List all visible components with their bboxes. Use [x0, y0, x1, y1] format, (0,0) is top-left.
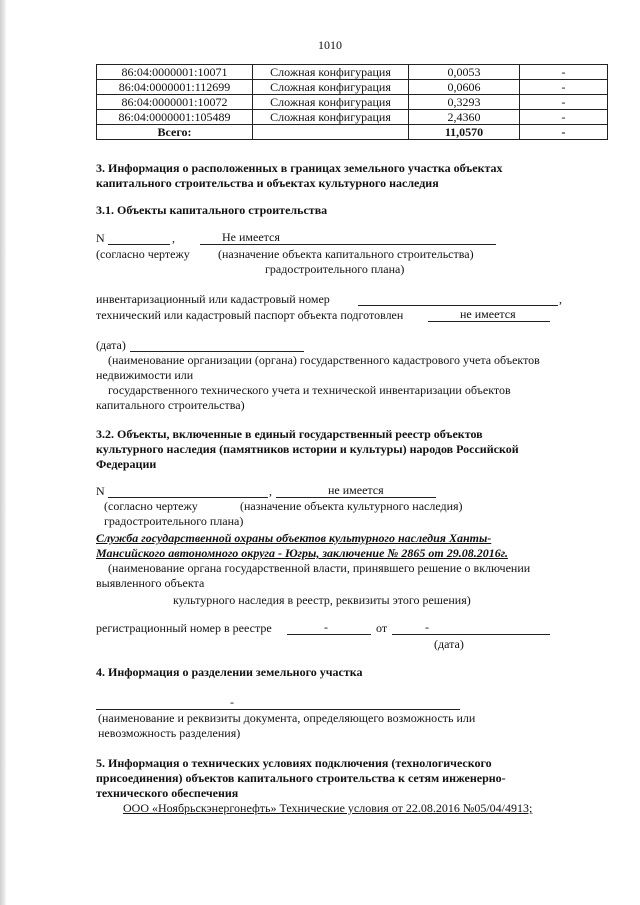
- area-cell: 11,0570: [409, 125, 520, 140]
- note-cell: -: [520, 110, 608, 125]
- note-cell: -: [520, 125, 608, 140]
- registry-date-underline: [392, 634, 550, 635]
- section-3-heading-line-2: капитального строительства и объектах культурного наследия: [96, 176, 439, 190]
- purpose-underline: [200, 244, 496, 245]
- section-3-1-heading: 3.1. Объекты капитального строительства: [96, 203, 328, 217]
- cadastral-number-cell: 86:04:0000001:112699: [97, 80, 253, 95]
- configuration-cell: [253, 125, 409, 140]
- section-3-heading-line-1: 3. Информация о расположенных в границах земельного участка объектах: [96, 161, 503, 175]
- passport-label: технический или кадастровый паспорт объекта подготовлен: [96, 308, 404, 322]
- area-cell: 0,0606: [409, 80, 520, 95]
- table-row: [97, 80, 608, 95]
- registry-date-hint: (дата): [434, 637, 464, 651]
- registry-org-line-2: недвижимости или: [96, 368, 194, 382]
- scan-edge: [0, 0, 6, 905]
- authority-desc-line-3: культурного наследия в реестр, реквизиты этого решения): [173, 593, 471, 607]
- technical-conditions-value: ООО «Ноябрьскэнергонефть» Технические условия от 22.08.2016 №05/04/4913;: [123, 801, 533, 815]
- configuration-cell: Сложная конфигурация: [253, 110, 409, 125]
- table-row: [97, 110, 608, 125]
- section-5-heading-line-1: 5. Информация о технических условиях подключения (технологического: [96, 756, 492, 770]
- page-number: 1010: [318, 38, 342, 52]
- configuration-cell: Сложная конфигурация: [253, 80, 409, 95]
- authority-line-2: Мансийского автономного округа - Югры, заключение № 2865 от 29.08.2016г.: [96, 546, 509, 560]
- date-underline: [130, 351, 304, 352]
- section-5-heading-line-3: технического обеспечения: [96, 786, 239, 800]
- configuration-cell: Сложная конфигурация: [253, 95, 409, 110]
- cadastral-number-cell: 86:04:0000001:10071: [97, 65, 253, 80]
- heritage-purpose-hint: (назначение объекта культурного наследия): [240, 499, 463, 513]
- comma: ,: [172, 231, 175, 245]
- section-3-2-heading-line-2: культурного наследия (памятников истории и культуры) народов Российской: [96, 442, 519, 456]
- heritage-purpose-underline: [276, 497, 436, 498]
- heritage-n-label: N: [96, 484, 105, 498]
- capital-object-value: Не имеется: [222, 230, 280, 244]
- registry-org-line-3: государственного технического учета и технической инвентаризации объектов: [108, 383, 511, 397]
- from-label: от: [376, 621, 388, 635]
- section-3-2-heading-line-3: Федерации: [96, 457, 157, 471]
- inventory-comma: ,: [559, 292, 562, 306]
- n-label: N: [96, 231, 105, 245]
- table-row: [97, 95, 608, 110]
- authority-line-1: Служба государственной охраны объектов культурного наследия Ханты-: [96, 531, 492, 545]
- cadastral-table: [96, 64, 608, 140]
- total-label-cell: Всего:: [97, 125, 253, 140]
- passport-underline: [428, 321, 550, 322]
- configuration-cell: Сложная конфигурация: [253, 65, 409, 80]
- heritage-comma: ,: [269, 484, 272, 498]
- inventory-underline: [358, 305, 558, 306]
- number-underline: [108, 244, 170, 245]
- registry-date-value: -: [425, 620, 429, 634]
- registry-number-underline: [287, 634, 371, 635]
- heritage-object-value: не имеется: [328, 483, 384, 497]
- registry-org-line-4: капитального строительства): [96, 398, 245, 412]
- area-cell: 2,4360: [409, 110, 520, 125]
- purpose-hint-line-2: градостроительного плана): [265, 262, 405, 276]
- area-cell: 0,3293: [409, 95, 520, 110]
- table-row: [97, 65, 608, 80]
- drawing-hint: (согласно чертежу: [96, 247, 190, 261]
- authority-desc-line-1: (наименование органа государственной власти, принявшего решение о включении: [108, 561, 531, 575]
- cadastral-number-cell: 86:04:0000001:10072: [97, 95, 253, 110]
- registry-number-value: -: [324, 620, 328, 634]
- passport-value: не имеется: [460, 307, 516, 321]
- registry-org-line-1: (наименование организации (органа) государственного кадастрового учета объектов: [108, 353, 540, 367]
- division-value: -: [230, 695, 234, 709]
- authority-desc-line-2: выявленного объекта: [96, 576, 205, 590]
- registry-number-label: регистрационный номер в реестре: [96, 621, 272, 635]
- cadastral-number-cell: 86:04:0000001:105489: [97, 110, 253, 125]
- table-total-row: [97, 125, 608, 140]
- note-cell: -: [520, 95, 608, 110]
- heritage-number-underline: [108, 497, 268, 498]
- division-underline: [96, 709, 460, 710]
- section-4-heading: 4. Информация о разделении земельного участка: [96, 665, 363, 679]
- heritage-drawing-hint-line-2: градостроительного плана): [104, 514, 244, 528]
- division-desc-line-1: (наименование и реквизиты документа, определяющего возможность или: [98, 711, 476, 725]
- purpose-hint: (назначение объекта капитального строительства): [218, 247, 474, 261]
- note-cell: -: [520, 80, 608, 95]
- inventory-label: инвентаризационный или кадастровый номер: [96, 292, 330, 306]
- division-desc-line-2: невозможность разделения): [98, 726, 241, 740]
- section-3-2-heading-line-1: 3.2. Объекты, включенные в единый государственный реестр объектов: [96, 427, 483, 441]
- section-5-heading-line-2: присоединения) объектов капитального строительства к сетям инженерно-: [96, 771, 506, 785]
- date-label: (дата): [96, 338, 126, 352]
- heritage-drawing-hint: (согласно чертежу: [104, 499, 198, 513]
- area-cell: 0,0053: [409, 65, 520, 80]
- note-cell: -: [520, 65, 608, 80]
